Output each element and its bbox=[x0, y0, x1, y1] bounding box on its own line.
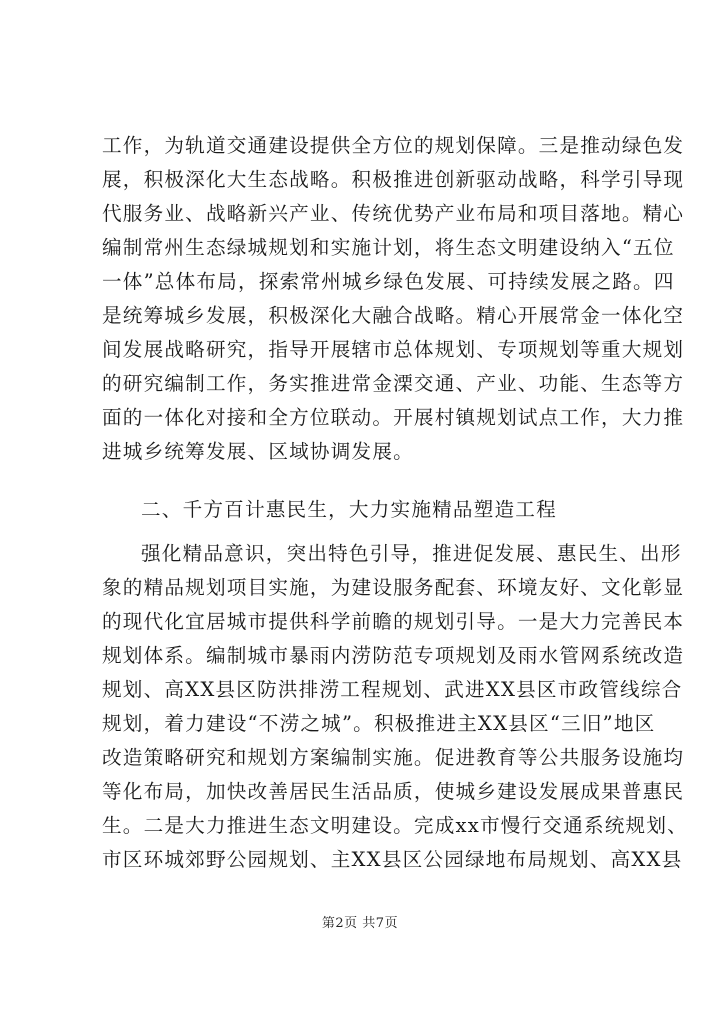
body-line-15: 规划体系。编制城市暴雨内涝防范专项规划及雨水管网系统改造 bbox=[102, 644, 685, 667]
body-line-20: 生。二是大力推进生态文明建设。完成xx市慢行交通系统规划、 bbox=[102, 814, 688, 837]
body-line-5: 一体”总体布局，探索常州城乡绿色发展、可持续发展之路。四 bbox=[102, 270, 675, 293]
body-line-17: 规划，着力建设“不涝之城”。积极推进主XX县区“三旧”地区 bbox=[102, 712, 656, 735]
body-line-7: 间发展战略研究，指导开展辖市总体规划、专项规划等重大规划 bbox=[102, 338, 685, 361]
page-number-footer: 第2页 共7页 bbox=[321, 916, 399, 931]
body-line-14: 的现代化宜居城市提供科学前瞻的规划引导。一是大力完善民本 bbox=[102, 610, 685, 633]
body-line-16: 规划、高XX县区防洪排涝工程规划、武进XX县区市政管线综合 bbox=[102, 678, 683, 701]
body-line-9: 面的一体化对接和全方位联动。开展村镇规划试点工作，大力推 bbox=[102, 406, 685, 429]
body-line-18: 改造策略研究和规划方案编制实施。促进教育等公共服务设施均 bbox=[102, 746, 685, 769]
body-line-12: 强化精品意识，突出特色引导，推进促发展、惠民生、出形 bbox=[141, 542, 682, 565]
body-line-21: 市区环城郊野公园规划、主XX县区公园绿地布局规划、高XX县 bbox=[102, 848, 683, 871]
body-line-4: 编制常州生态绿城规划和实施计划，将生态文明建设纳入“五位 bbox=[102, 236, 675, 259]
body-line-1: 工作，为轨道交通建设提供全方位的规划保障。三是推动绿色发 bbox=[102, 134, 685, 157]
body-line-10: 进城乡统筹发展、区域协调发展。 bbox=[102, 440, 414, 463]
body-line-8: 的研究编制工作，务实推进常金溧交通、产业、功能、生态等方 bbox=[102, 372, 685, 395]
body-line-2: 展，积极深化大生态战略。积极推进创新驱动战略，科学引导现 bbox=[102, 168, 685, 191]
body-line-19: 等化布局，加快改善居民生活品质，使城乡建设发展成果普惠民 bbox=[102, 780, 685, 803]
body-line-3: 代服务业、战略新兴产业、传统优势产业布局和项目落地。精心 bbox=[102, 202, 685, 225]
body-line-13: 象的精品规划项目实施，为建设服务配套、环境友好、文化彰显 bbox=[102, 576, 685, 599]
section-heading: 二、千方百计惠民生，大力实施精品塑造工程 bbox=[141, 498, 557, 521]
body-line-6: 是统筹城乡发展，积极深化大融合战略。精心开展常金一体化空 bbox=[102, 304, 685, 327]
